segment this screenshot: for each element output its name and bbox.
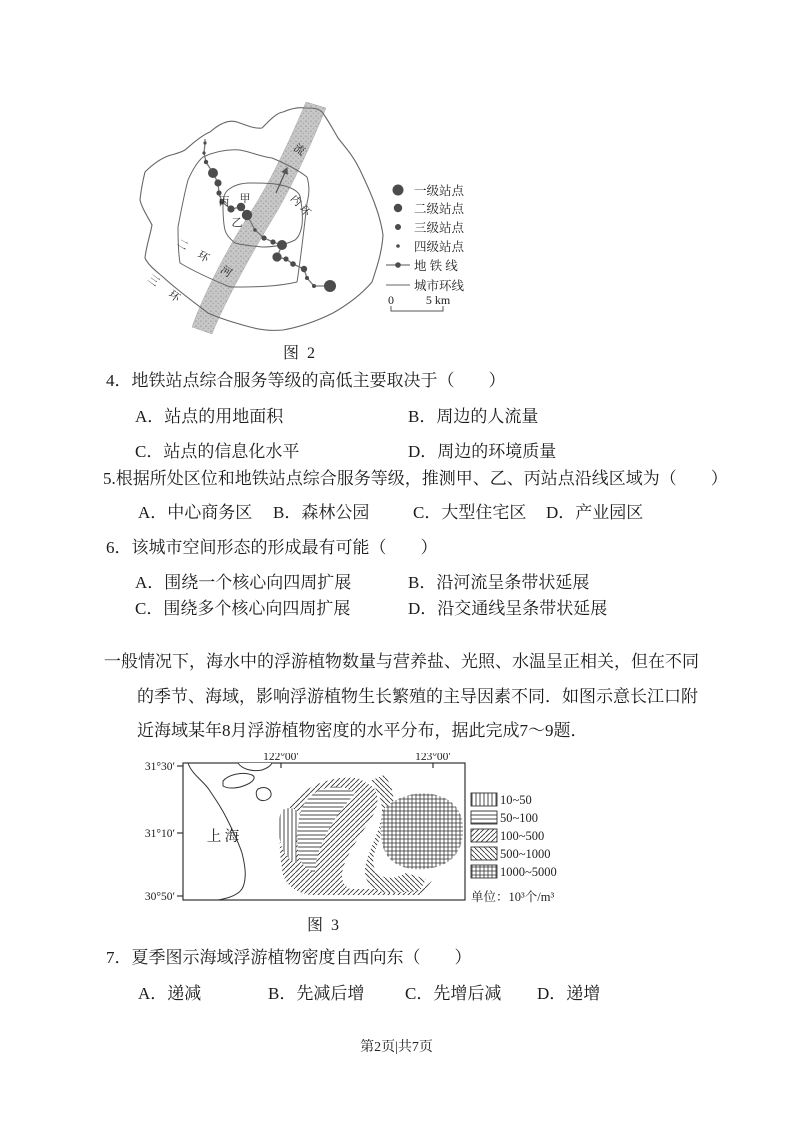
figure2-metro-map (100, 95, 560, 350)
question-6-number: 6． (106, 538, 132, 557)
question-6-option-d: D．沿交通线呈条带状延展 (408, 599, 608, 618)
legend-level2: 二级站点 (414, 202, 465, 216)
question-5-option-c: C．大型住宅区 (413, 503, 527, 522)
inner-ring-label: 内环 (287, 193, 315, 222)
legend-500-1000: 500~1000 (500, 847, 551, 861)
station-label-jia: 甲 (239, 193, 251, 205)
figure2-caption: 图 2 (282, 345, 317, 362)
passage-line-3: 近海域某年8月浮游植物密度的水平分布，据此完成7～9题． (137, 721, 588, 740)
page-number-footer: 第2页|共7页 (360, 1040, 433, 1055)
ring2-label: 二环 (174, 237, 223, 272)
question-5-option-d: D．产业园区 (546, 503, 644, 522)
lon-label-123: 123°00′ (415, 753, 451, 763)
question-4-option-a: A．站点的用地面积 (135, 407, 284, 426)
question-4-option-b: B．周边的人流量 (408, 407, 539, 426)
question-4-option-d: D．周边的环境质量 (408, 442, 557, 461)
question-6-option-b: B．沿河流呈条带状延展 (408, 573, 590, 592)
question-7-number: 7． (106, 948, 132, 967)
river-label-bottom: 河 (218, 263, 234, 281)
legend-level3: 三级站点 (414, 221, 465, 235)
legend-100-500: 100~500 (500, 829, 545, 843)
figure3-caption: 图 3 (306, 917, 341, 934)
ring3-label: 三环 (145, 272, 194, 314)
figure3-legend (471, 793, 557, 904)
question-6-stem: 6．该城市空间形态的形成最有可能（ ） (106, 538, 438, 557)
legend-metro-line: 地 铁 线 (414, 259, 458, 273)
question-7-option-d: D．递增 (537, 984, 601, 1003)
question-4-number: 4． (106, 371, 132, 390)
station-label-bing: 丙 (218, 196, 230, 208)
island-small (256, 788, 271, 801)
passage-line-1: 一般情况下，海水中的浮游植物数量与营养盐、光照、水温呈正相关，但在不同 (104, 652, 699, 671)
lat-label-3130: 31°30′ (144, 761, 175, 773)
legend-level1: 一级站点 (414, 184, 465, 198)
river-label-top: 流 (291, 141, 307, 159)
question-7-option-a: A．递减 (138, 984, 202, 1003)
question-7-stem: 7．夏季图示海域浮游植物密度自西向东（ ） (106, 948, 472, 967)
scale-zero: 0 (388, 293, 394, 307)
question-4-stem: 4．地铁站点综合服务等级的高低主要取决于（ ） (106, 371, 506, 390)
legend-10-50: 10~50 (500, 793, 532, 807)
question-5-number: 5. (103, 469, 116, 488)
question-7-option-b: B．先减后增 (268, 984, 365, 1003)
legend-1000-5000: 1000~5000 (500, 865, 557, 879)
question-5-option-a: A．中心商务区 (138, 503, 253, 522)
station-label-yi: 乙 (231, 217, 243, 229)
question-6-option-a: A．围绕一个核心向四周扩展 (135, 573, 352, 592)
region-1000-5000 (381, 793, 463, 869)
question-6-option-c: C．围绕多个核心向四周扩展 (135, 599, 351, 618)
lat-label-3050: 30°50′ (144, 891, 175, 903)
scale-label: 5 km (425, 293, 451, 307)
lat-label-3110: 31°10′ (144, 828, 175, 840)
legend-ring-road: 城市环线 (414, 279, 465, 293)
question-5-option-b: B．森林公园 (273, 503, 370, 522)
question-4-option-c: C．站点的信息化水平 (135, 442, 300, 461)
legend-level4: 四级站点 (414, 240, 465, 254)
question-5-stem: 5.根据所处区位和地铁站点综合服务等级，推测甲、乙、丙站点沿线区域为（ ） (103, 469, 728, 488)
legend-50-100: 50~100 (500, 811, 539, 825)
shanghai-label: 上 海 (206, 829, 240, 845)
figure2-legend (386, 183, 465, 311)
passage-line-2: 的季节、海域，影响浮游植物生长繁殖的主导因素不同．如图示意长江口附 (137, 687, 698, 706)
lon-label-122: 122°00′ (263, 753, 299, 763)
question-7-option-c: C．先增后减 (405, 984, 502, 1003)
legend-unit: 单位：10³个/m³ (471, 890, 555, 904)
